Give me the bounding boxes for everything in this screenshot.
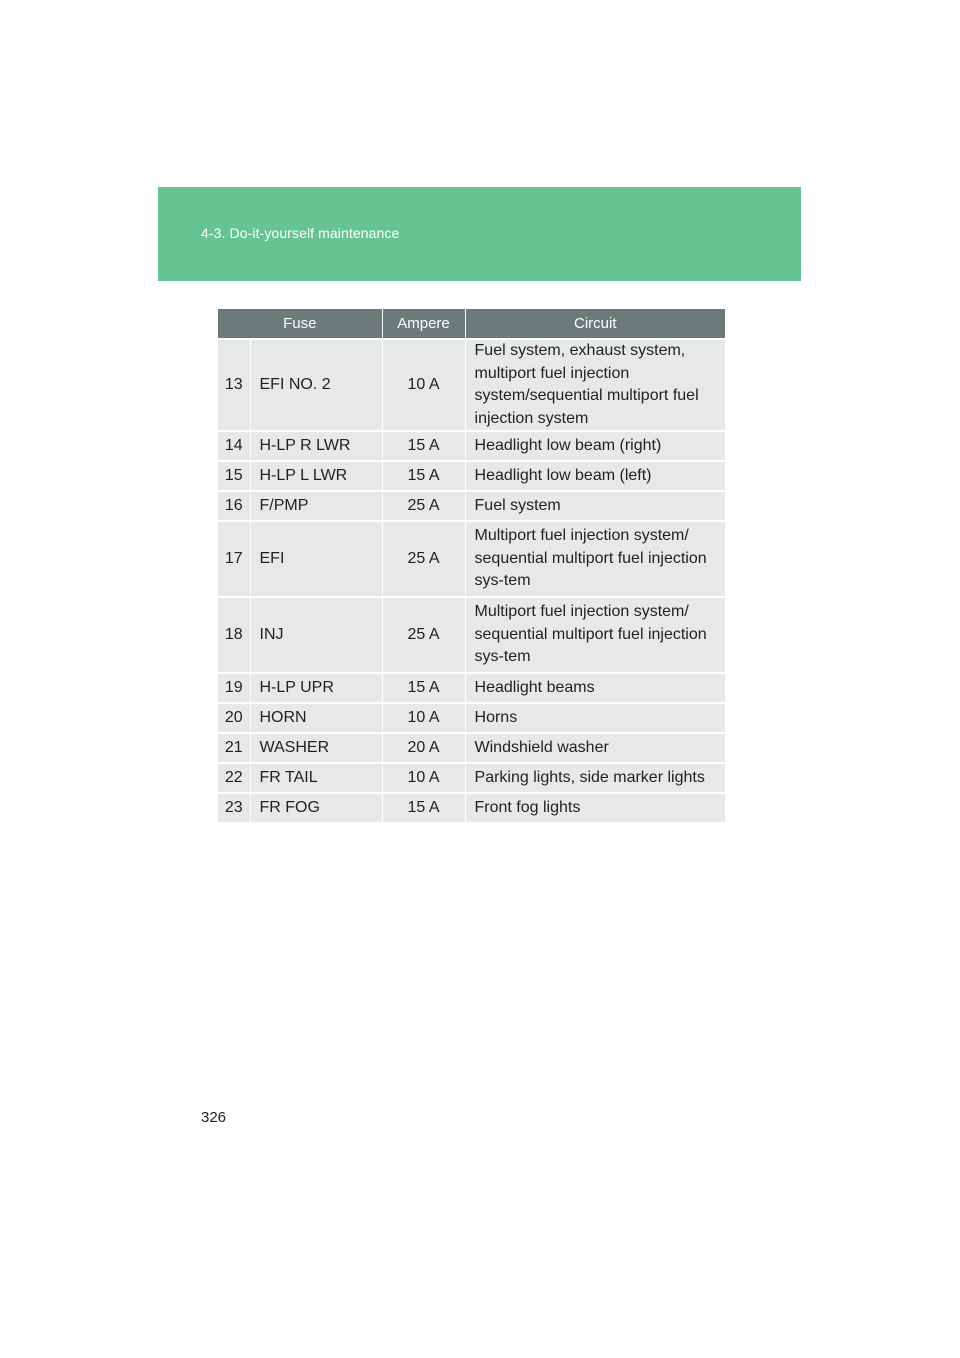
- table-row: [218, 339, 725, 431]
- fuse-ampere: 15 A: [382, 793, 465, 822]
- fuse-ampere: 25 A: [382, 491, 465, 521]
- fuse-ampere: 10 A: [382, 763, 465, 793]
- fuse-ampere: 15 A: [382, 461, 465, 491]
- fuse-circuit: Parking lights, side marker lights: [465, 763, 725, 793]
- fuse-circuit: Windshield washer: [465, 733, 725, 763]
- fuse-number: 15: [218, 461, 250, 491]
- fuse-number: 16: [218, 491, 250, 521]
- fuse-number: 14: [218, 431, 250, 461]
- fuse-name: FR TAIL: [250, 763, 382, 793]
- fuse-number: 23: [218, 793, 250, 822]
- fuse-name: INJ: [250, 597, 382, 673]
- page-number: 326: [201, 1109, 227, 1126]
- table-row: [218, 763, 725, 793]
- fuse-circuit: Horns: [465, 703, 725, 733]
- fuse-circuit: Multiport fuel injection system/ sequential multiport fuel injection sys-tem: [465, 597, 725, 673]
- table-row: [218, 793, 725, 822]
- fuse-ampere: 25 A: [382, 521, 465, 597]
- fuse-name: H-LP UPR: [250, 673, 382, 703]
- fuse-number: 21: [218, 733, 250, 763]
- fuse-name: EFI: [250, 521, 382, 597]
- table-row: [218, 491, 725, 521]
- fuse-number: 17: [218, 521, 250, 597]
- section-title: 4-3. Do-it-yourself maintenance: [201, 225, 400, 241]
- section-header-band: [158, 187, 801, 281]
- fuse-number: 20: [218, 703, 250, 733]
- table-row: [218, 521, 725, 597]
- fuse-ampere: 10 A: [382, 703, 465, 733]
- fuse-circuit: Multiport fuel injection system/ sequential multiport fuel injection sys-tem: [465, 521, 725, 597]
- table-row: [218, 733, 725, 763]
- fuse-number: 18: [218, 597, 250, 673]
- fuse-ampere: 20 A: [382, 733, 465, 763]
- fuse-circuit: Fuel system, exhaust system, multiport fuel injection system/sequential multiport fuel injection system: [465, 339, 725, 431]
- fuse-ampere: 10 A: [382, 339, 465, 431]
- fuse-circuit: Headlight low beam (left): [465, 461, 725, 491]
- table-row: [218, 461, 725, 491]
- column-header-circuit: Circuit: [465, 309, 725, 339]
- table-header-row: [218, 309, 725, 339]
- fuse-number: 19: [218, 673, 250, 703]
- fuse-circuit: Headlight low beam (right): [465, 431, 725, 461]
- column-header-fuse: Fuse: [218, 309, 382, 339]
- fuse-name: EFI NO. 2: [250, 339, 382, 431]
- fuse-circuit: Fuel system: [465, 491, 725, 521]
- table-row: [218, 597, 725, 673]
- fuse-ampere: 15 A: [382, 673, 465, 703]
- fuse-ampere: 15 A: [382, 431, 465, 461]
- table-row: [218, 431, 725, 461]
- fuse-name: FR FOG: [250, 793, 382, 822]
- fuse-number: 22: [218, 763, 250, 793]
- fuse-circuit: Front fog lights: [465, 793, 725, 822]
- fuse-table: [218, 309, 725, 822]
- fuse-name: F/PMP: [250, 491, 382, 521]
- fuse-circuit: Headlight beams: [465, 673, 725, 703]
- fuse-ampere: 25 A: [382, 597, 465, 673]
- column-header-ampere: Ampere: [382, 309, 465, 339]
- table-row: [218, 703, 725, 733]
- table-row: [218, 673, 725, 703]
- fuse-name: H-LP L LWR: [250, 461, 382, 491]
- fuse-name: H-LP R LWR: [250, 431, 382, 461]
- fuse-number: 13: [218, 339, 250, 431]
- fuse-name: HORN: [250, 703, 382, 733]
- fuse-name: WASHER: [250, 733, 382, 763]
